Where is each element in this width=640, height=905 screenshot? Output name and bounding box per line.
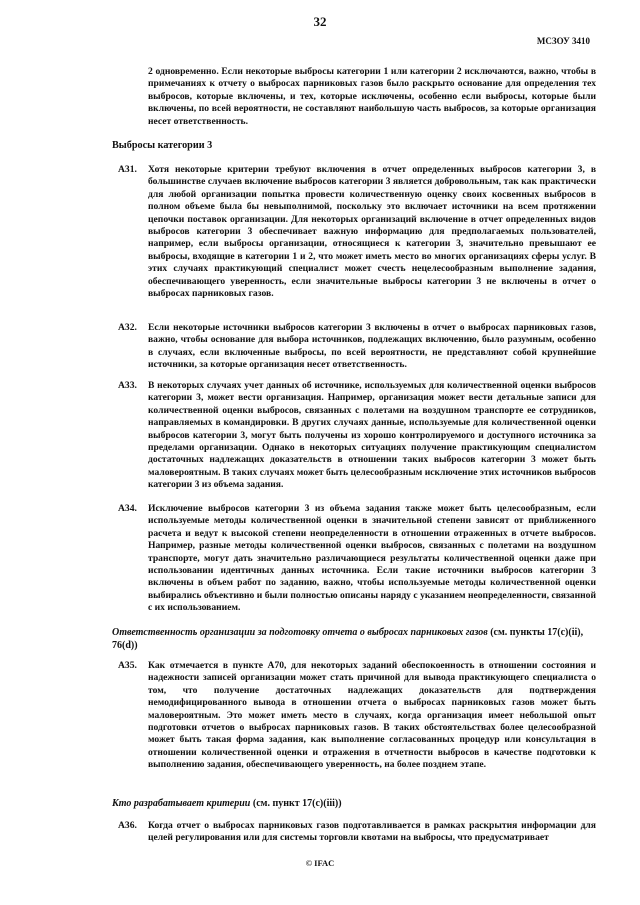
intro-paragraph: 2 одновременно. Если некоторые выбросы категории 1 или категории 2 исключаются, важно, чтобы в примечаниях к отчету о выбросах парниковых газов было раскрыто основание для определения тех выбросов, которые включены, и тех, которые исключены, особенно если выбросы, которые были включены, по всей вероятности, не составляют наибольшую часть выбросов, за которые организация несет ответственность. bbox=[148, 66, 596, 127]
section-heading-category3: Выбросы категории 3 bbox=[112, 140, 213, 151]
paragraph-a33: В некоторых случаях учет данных об источнике, используемых для количественной оценки выбросов категории 3, может вести организация. Например, организация может вести детальные записи для количественной оценки выбросов, связанных с полетами на воздушном транспорте ее сотрудников, направляемых в командировки. В других случаях данные, используемые для количественной оценки выбросов категории 3, могут быть получены из хорошо контролируемого и доступного источника за пределами организации. Однако в некоторых ситуациях получение практикующим специалистом достаточных надлежащих доказательств в отношении таких выбросов категории 3 может быть маловероятным. В таких случаях может быть целесообразным исключение этих источников выбросов категории 3 из объема задания. bbox=[148, 380, 596, 491]
footer-copyright: © IFAC bbox=[305, 858, 335, 868]
section-heading-responsibility bbox=[112, 626, 598, 652]
section-heading-responsibility-refs: (см. пункты 17(c)(ii), 76(d)) bbox=[112, 627, 584, 651]
document-code: МСЗОУ 3410 bbox=[536, 36, 590, 46]
section-heading-criteria-title: Кто разрабатывает критерии bbox=[112, 798, 251, 809]
paragraph-number-a32: A32. bbox=[118, 322, 137, 333]
paragraph-number-a35: A35. bbox=[118, 660, 137, 671]
paragraph-a31: Хотя некоторые критерии требуют включения в отчет определенных выбросов категории 3, в большинстве случаев включение выбросов категории 3 является добровольным, так как практически для любой организации попытка провести количественную оценку своих косвенных выбросов в полном объеме была бы невыполнимой, поскольку это включает источники на всем протяжении цепочки поставок организации. Для некоторых организаций включение в отчет определенных видов выбросов категории 3 обеспечивает важную информацию для предполагаемых пользователей, например, если выбросы организации, относящиеся к категории 3, значительно превышают ее выбросы, входящие в категории 1 и 2, что может иметь место во многих организациях сферы услуг. В этих случаях практикующий специалист может счесть нецелесообразным выполнение задания, обеспечивающего уверенность, если значительные выбросы категории 3 не включены в отчет о выбросах парниковых газов. bbox=[148, 164, 596, 300]
paragraph-a32: Если некоторые источники выбросов категории 3 включены в отчет о выбросах парниковых газов, важно, чтобы основание для выбора источников, подлежащих включению, было разумным, особенно в случаях, если включенные выбросы, по всей вероятности, не представляют собой крупнейшие источники, за которые организация несет ответственность. bbox=[148, 322, 596, 371]
paragraph-number-a31: A31. bbox=[118, 164, 137, 175]
paragraph-a35: Как отмечается в пункте A70, для некоторых заданий обеспокоенность в отношении состояния и надежности записей организации может стать причиной для вывода практикующего специалиста о том, что получение достаточных надлежащих доказательств для подтверждения немодифицированного вывода в отношении отчета о выбросах парниковых газов может быть маловероятным. Это может иметь место в случаях, когда организация имеет небольшой опыт подготовки отчетов о выбросах парниковых газов. В таких обстоятельствах более целесообразной может быть такая форма задания, как выполнение согласованных процедур или консультация в отношении количественной оценки и отражения в отчетности выбросов в качестве подготовки к выполнению задания, обеспечивающего уверенность, на более позднем этапе. bbox=[148, 660, 596, 771]
section-heading-criteria bbox=[112, 797, 598, 810]
section-heading-criteria-refs: (см. пункт 17(c)(iii)) bbox=[250, 798, 342, 809]
section-heading-responsibility-title: Ответственность организации за подготовку отчета о выбросах парниковых газов bbox=[112, 627, 488, 638]
paragraph-a36: Когда отчет о выбросах парниковых газов подготавливается в рамках раскрытия информации для целей регулирования или для системы торговли квотами на выбросы, что предусматривает bbox=[148, 820, 596, 844]
paragraph-number-a33: A33. bbox=[118, 380, 137, 391]
paragraph-number-a34: A34. bbox=[118, 503, 137, 514]
page-number: 32 bbox=[313, 14, 327, 29]
paragraph-a34: Исключение выбросов категории 3 из объема задания также может быть целесообразным, если используемые методы количественной оценки в значительной степени зависят от приближенного расчета и ведут к высокой степени неопределенности в отношении отраженных в отчете выбросов. Например, разные методы количественной оценки выбросов, связанных с полетами на воздушном транспорте, могут дать значительно различающиеся результаты количественной оценки даже при использовании идентичных данных источника. Если такие источники выбросов категории 3 включены в объем работ по заданию, важно, чтобы используемые методы количественной оценки выбирались объективно и были полностью описаны наряду с указанием неопределенности, связанной с их использованием. bbox=[148, 503, 596, 614]
paragraph-number-a36: A36. bbox=[118, 820, 137, 831]
